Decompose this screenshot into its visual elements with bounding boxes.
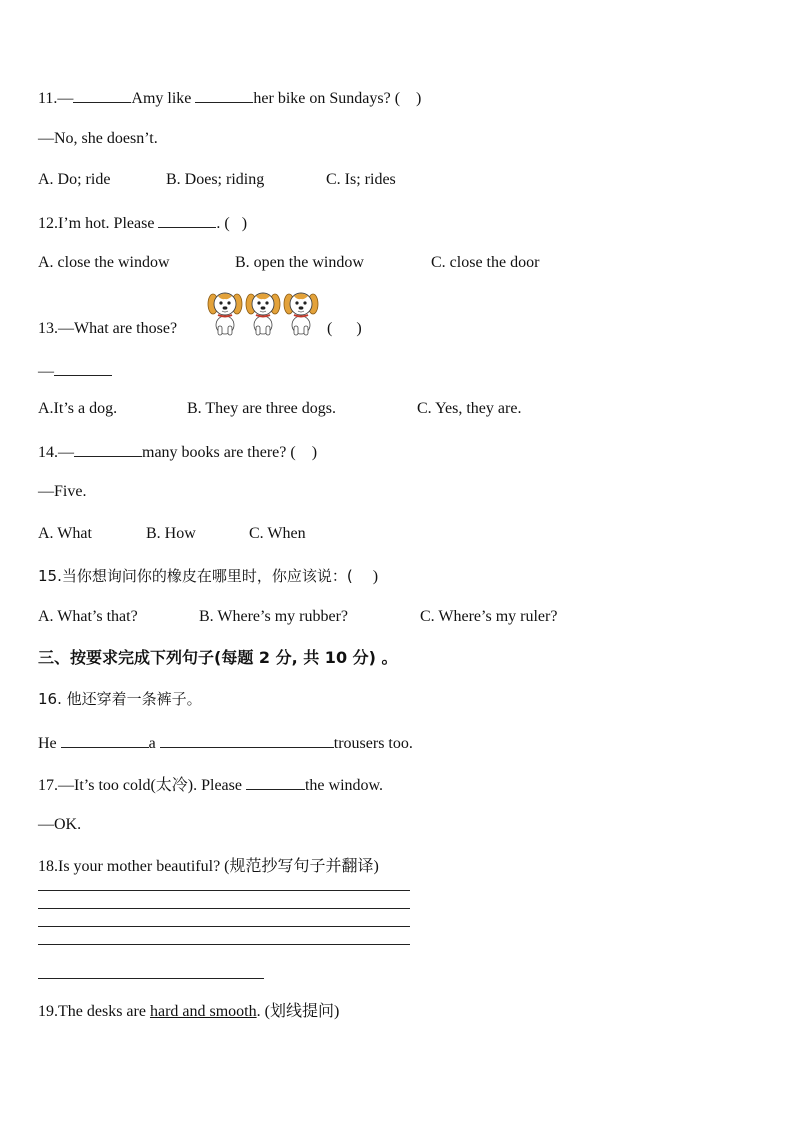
q14-number: 14.— <box>38 444 74 461</box>
q17-suffix: the window. <box>304 777 384 794</box>
q12-options <box>38 253 539 273</box>
q11-option-c[interactable]: C. Is; rides <box>326 171 396 188</box>
q16-blank-2[interactable] <box>160 732 334 748</box>
q15-options <box>38 607 557 627</box>
q13-options <box>38 399 521 419</box>
question-19 <box>38 1002 339 1022</box>
q13-reply-dash: — <box>38 363 54 380</box>
q13-option-c[interactable]: C. Yes, they are. <box>417 400 522 417</box>
q19-instruction: . (划线提问) <box>256 1003 340 1020</box>
q11-suffix-text: her bike on Sundays? ( <box>253 90 401 107</box>
q13-paren-open: ( <box>327 320 333 337</box>
q17-blank[interactable] <box>246 774 305 790</box>
q12-blank[interactable] <box>158 212 216 228</box>
q13-reply <box>38 360 112 382</box>
q12-option-b[interactable]: B. open the window <box>235 254 364 271</box>
three-dogs-picture <box>206 288 320 336</box>
q14-option-b[interactable]: B. How <box>146 525 196 542</box>
q16-a: a <box>148 735 156 752</box>
q13-paren-close: ) <box>356 320 362 337</box>
question-13 <box>38 319 177 339</box>
q19-text: 19.The desks are <box>38 1003 146 1020</box>
q11-blank-2[interactable] <box>195 87 253 103</box>
q17-reply: —OK. <box>38 816 82 833</box>
question-15 <box>38 566 378 587</box>
q11-options <box>38 170 396 190</box>
question-14 <box>38 441 317 463</box>
q16-blank-1[interactable] <box>61 732 149 748</box>
q11-blank-1[interactable] <box>73 87 131 103</box>
q11-answer-paren: ) <box>416 90 422 107</box>
q13-answer-paren <box>327 319 362 339</box>
q15-option-a[interactable]: A. What’s that? <box>38 608 138 625</box>
dog-icon <box>246 293 280 335</box>
q15-option-c[interactable]: C. Where’s my ruler? <box>420 608 558 625</box>
section-3-heading: 三、按要求完成下列句子(每题 2 分, 共 10 分) 。 <box>38 648 398 667</box>
dog-icon <box>284 293 318 335</box>
q12-answer-paren: ) <box>241 215 248 232</box>
q12-suffix: . ( <box>216 215 230 232</box>
question-18: 18.Is your mother beautiful? (规范抄写句子并翻译) <box>38 858 379 875</box>
q19-underlined-phrase: hard and smooth <box>149 1003 257 1020</box>
q14-text: many books are there? ( <box>142 444 296 461</box>
q18-writing-line[interactable] <box>38 944 410 945</box>
q13-text: 13.—What are those? <box>38 320 178 337</box>
q11-mid-text: Amy like <box>131 90 192 107</box>
q12-option-c[interactable]: C. close the door <box>431 254 540 271</box>
q11-reply: —No, she doesn’t. <box>38 130 158 147</box>
question-17 <box>38 774 383 796</box>
q14-blank[interactable] <box>74 441 142 457</box>
q16-answer-line <box>38 732 413 754</box>
q14-answer-paren: ) <box>311 444 318 461</box>
q13-option-b[interactable]: B. They are three dogs. <box>187 400 336 417</box>
q13-option-a[interactable]: A.It’s a dog. <box>38 400 118 417</box>
q14-option-a[interactable]: A. What <box>38 525 92 542</box>
q13-blank[interactable] <box>54 360 112 376</box>
q15-answer-paren: ) <box>372 568 379 585</box>
q18-writing-line[interactable] <box>38 926 410 927</box>
q14-options <box>38 524 306 544</box>
q18-writing-line[interactable] <box>38 908 410 909</box>
q18-translation-line[interactable] <box>38 978 264 979</box>
q18-writing-line[interactable] <box>38 890 410 891</box>
q11-number: 11.— <box>38 90 74 107</box>
question-11 <box>38 87 421 109</box>
q12-option-a[interactable]: A. close the window <box>38 254 170 271</box>
q16-end: trousers too. <box>333 735 413 752</box>
q15-option-b[interactable]: B. Where’s my rubber? <box>199 608 348 625</box>
question-12 <box>38 212 247 234</box>
q14-reply: —Five. <box>38 483 87 500</box>
q12-text: 12.I’m hot. Please <box>38 215 155 232</box>
q16-prompt: 16. 他还穿着一条裤子。 <box>38 690 202 708</box>
dog-icon <box>208 293 242 335</box>
q17-text: 17.—It’s too cold(太冷). Please <box>38 777 242 794</box>
q15-text: 15.当你想询问你的橡皮在哪里时，你应该说：( <box>38 567 353 585</box>
q11-option-a[interactable]: A. Do; ride <box>38 171 111 188</box>
q11-option-b[interactable]: B. Does; riding <box>166 171 265 188</box>
q16-he: He <box>38 735 57 752</box>
q14-option-c[interactable]: C. When <box>249 525 306 542</box>
